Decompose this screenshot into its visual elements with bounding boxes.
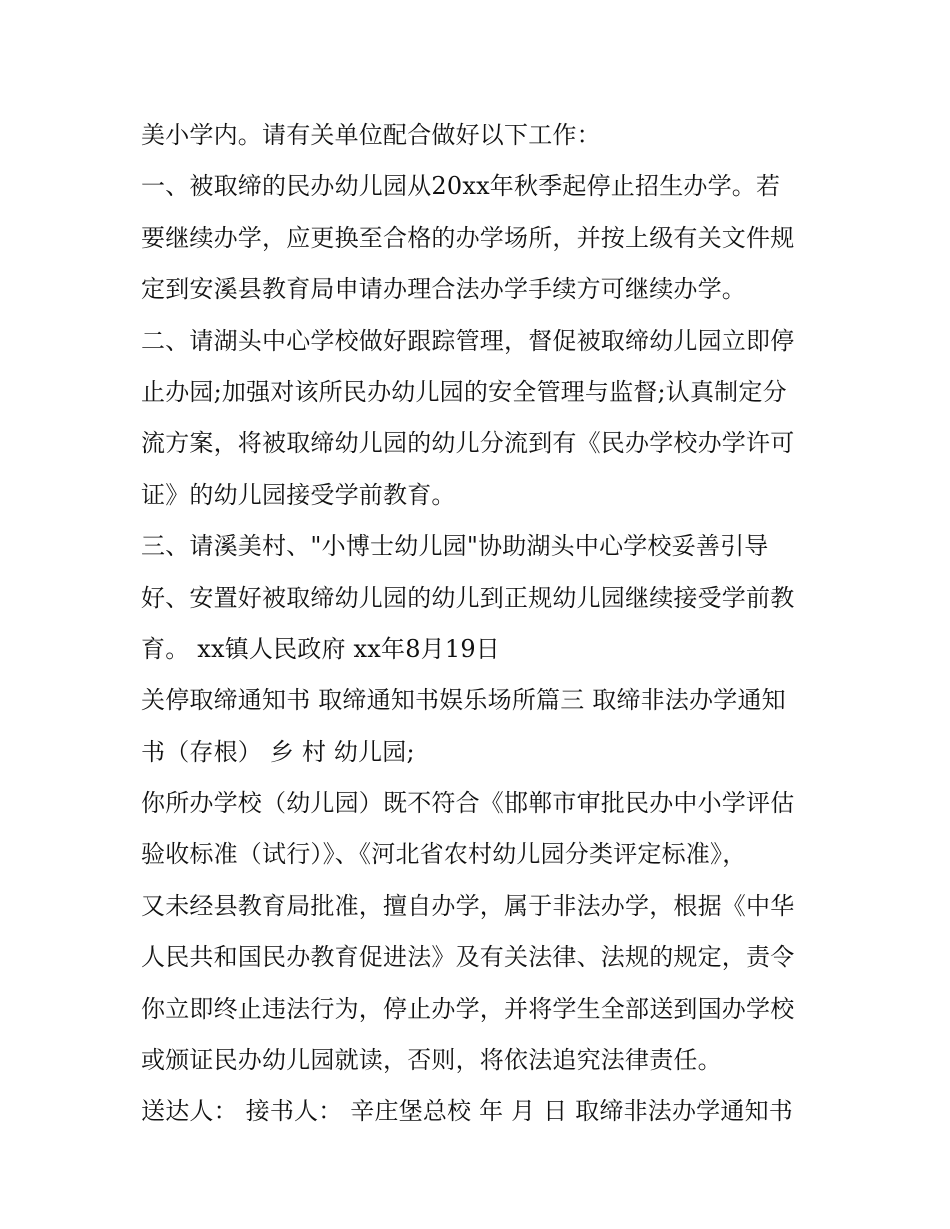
text-line-8: 证》的幼儿园接受学前教育。 (141, 480, 456, 509)
text-line-4: 定到安溪县教育局申请办理合法办学手续方可继续办学。 (141, 275, 746, 304)
text-line-7: 流方案，将被取缔幼儿园的幼儿分流到有《民办学校办学许可 (141, 429, 795, 458)
text-line-19: 或颁证民办幼儿园就读，否则，将依法追究法律责任。 (141, 1046, 722, 1075)
text-line-17: 人民共和国民办教育促进法》及有关法律、法规的规定，责令 (141, 943, 795, 972)
text-line-15: 验收标准（试行）》、《河北省农村幼儿园分类评定标准》， (141, 840, 747, 869)
text-line-20: 送达人： 接书人： 辛庄堡总校 年 月 日 取缔非法办学通知书 (141, 1097, 793, 1126)
text-line-10: 好、安置好被取缔幼儿园的幼儿到正规幼儿园继续接受学前教 (141, 583, 795, 612)
text-line-18: 你立即终止违法行为，停止办学，并将学生全部送到国办学校 (141, 994, 795, 1023)
document-body (141, 110, 821, 1138)
text-line-6: 止办园;加强对该所民办幼儿园的安全管理与监督;认真制定分 (141, 377, 787, 406)
text-line-14: 你所办学校（幼儿园）既不符合《邯郸市审批民办中小学评估 (141, 789, 795, 818)
text-line-3: 要继续办学，应更换至合格的办学场所，并按上级有关文件规 (141, 223, 795, 252)
text-line-9: 三、请溪美村、"小博士幼儿园"协助湖头中心学校妥善引导 (141, 532, 769, 561)
text-line-1: 美小学内。请有关单位配合做好以下工作： (141, 121, 601, 149)
text-line-16: 又未经县教育局批准，擅自办学，属于非法办学，根据《中华 (141, 891, 795, 920)
text-line-2: 一、被取缔的民办幼儿园从20xx年秋季起停止招生办学。若 (141, 172, 781, 201)
text-line-13: 书（存根） 乡 村 幼儿园; (141, 737, 415, 766)
text-line-12: 关停取缔通知书 取缔通知书娱乐场所篇三 取缔非法办学通知 (141, 686, 786, 715)
text-line-5: 二、请湖头中心学校做好跟踪管理，督促被取缔幼儿园立即停 (141, 326, 795, 355)
text-line-11: 育。 xx镇人民政府 xx年8月19日 (141, 634, 501, 663)
